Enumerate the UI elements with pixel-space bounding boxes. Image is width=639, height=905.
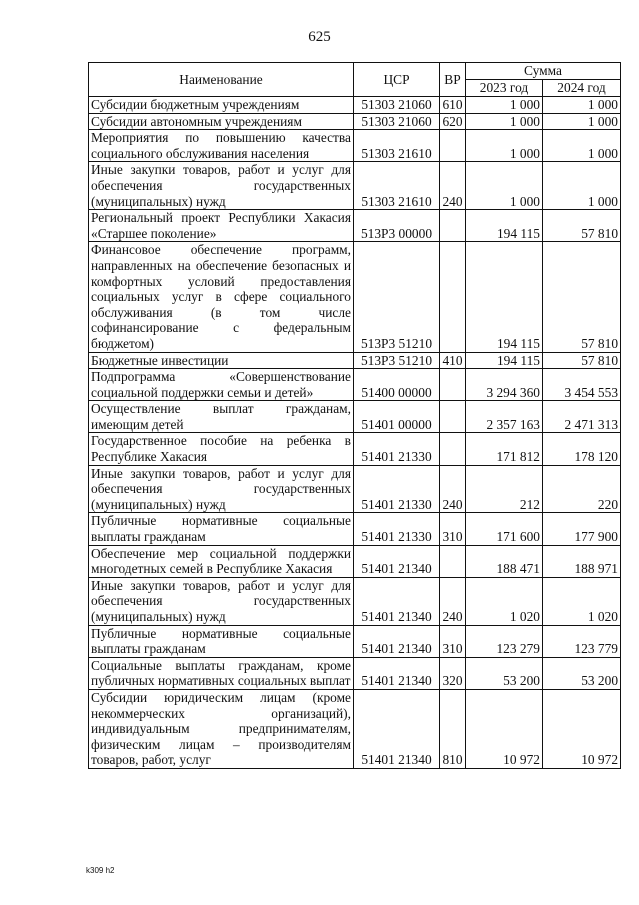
table-row [89, 513, 621, 545]
row-name: Иные закупки товаров, работ и услуг для обеспечения государственных (муниципальных) нужд [89, 465, 354, 513]
row-vr-code: 620 [440, 113, 466, 130]
row-csr-code: 51303 21610 [354, 162, 440, 210]
row-sum-2023: 1 000 [466, 113, 543, 130]
row-vr-code: 410 [440, 352, 466, 369]
row-sum-2024: 1 000 [543, 113, 621, 130]
row-name: Мероприятия по повышению качества социального обслуживания населения [89, 130, 354, 162]
table-row [89, 433, 621, 465]
row-sum-2023: 188 471 [466, 545, 543, 577]
row-csr-code: 51401 21340 [354, 545, 440, 577]
row-vr-code [440, 210, 466, 242]
row-sum-2024: 57 810 [543, 242, 621, 352]
row-name: Осуществление выплат гражданам, имеющим детей [89, 401, 354, 433]
page-number: 625 [308, 29, 331, 45]
row-name: Обеспечение мер социальной поддержки многодетных семей в Республике Хакасия [89, 545, 354, 577]
row-csr-code: 51400 00000 [354, 369, 440, 401]
row-sum-2023: 1 020 [466, 577, 543, 625]
row-csr-code: 513P3 00000 [354, 210, 440, 242]
table-row [89, 689, 621, 768]
row-sum-2024: 220 [543, 465, 621, 513]
row-sum-2023: 194 115 [466, 210, 543, 242]
row-vr-code [440, 369, 466, 401]
row-sum-2023: 1 000 [466, 130, 543, 162]
header-year-2024: 2024 год [543, 80, 621, 97]
row-sum-2024: 1 020 [543, 577, 621, 625]
table-row [89, 369, 621, 401]
row-vr-code: 240 [440, 465, 466, 513]
row-sum-2024: 57 810 [543, 210, 621, 242]
row-csr-code: 51303 21060 [354, 97, 440, 114]
row-name: Иные закупки товаров, работ и услуг для обеспечения государственных (муниципальных) нужд [89, 577, 354, 625]
row-csr-code: 51303 21060 [354, 113, 440, 130]
table-row [89, 465, 621, 513]
row-name: Подпрограмма «Совершенствование социальной поддержки семьи и детей» [89, 369, 354, 401]
row-sum-2023: 53 200 [466, 657, 543, 689]
row-vr-code: 320 [440, 657, 466, 689]
row-sum-2024: 188 971 [543, 545, 621, 577]
table-row [89, 401, 621, 433]
row-sum-2023: 212 [466, 465, 543, 513]
row-name: Публичные нормативные социальные выплаты гражданам [89, 625, 354, 657]
header-name: Наименование [89, 63, 354, 97]
row-sum-2023: 123 279 [466, 625, 543, 657]
row-csr-code: 51303 21610 [354, 130, 440, 162]
table-row [89, 242, 621, 352]
table-row [89, 113, 621, 130]
row-vr-code: 240 [440, 162, 466, 210]
row-vr-code [440, 242, 466, 352]
row-name: Региональный проект Республики Хакасия «Старшее поколение» [89, 210, 354, 242]
row-sum-2024: 2 471 313 [543, 401, 621, 433]
row-name: Субсидии автономным учреждениям [89, 113, 354, 130]
row-name: Государственное пособие на ребенка в Республике Хакасия [89, 433, 354, 465]
row-csr-code: 51401 00000 [354, 401, 440, 433]
table-row [89, 545, 621, 577]
row-name: Бюджетные инвестиции [89, 352, 354, 369]
row-sum-2024: 1 000 [543, 97, 621, 114]
row-sum-2024: 57 810 [543, 352, 621, 369]
row-name: Финансовое обеспечение программ, направленных на обеспечение безопасных и комфортных условий предоставления социальных услуг в сфере социального обслуживания (в том числе софинансирование с федеральным бюджетом) [89, 242, 354, 352]
row-sum-2023: 2 357 163 [466, 401, 543, 433]
budget-table [88, 62, 621, 769]
row-sum-2023: 194 115 [466, 352, 543, 369]
table-row [89, 352, 621, 369]
row-sum-2023: 194 115 [466, 242, 543, 352]
row-csr-code: 51401 21340 [354, 657, 440, 689]
table-row [89, 657, 621, 689]
table-header [89, 63, 621, 97]
row-vr-code: 310 [440, 513, 466, 545]
header-vr: ВР [440, 63, 466, 97]
row-vr-code [440, 130, 466, 162]
table-body [89, 97, 621, 769]
row-csr-code: 51401 21340 [354, 625, 440, 657]
row-sum-2024: 3 454 553 [543, 369, 621, 401]
row-name: Субсидии юридическим лицам (кроме некоммерческих организаций), индивидуальным предпринимателям, физическим лицам – производителям товаров, работ, услуг [89, 689, 354, 768]
row-sum-2024: 177 900 [543, 513, 621, 545]
row-sum-2023: 1 000 [466, 162, 543, 210]
table-row [89, 577, 621, 625]
row-vr-code: 810 [440, 689, 466, 768]
table-row [89, 210, 621, 242]
row-csr-code: 513P3 51210 [354, 242, 440, 352]
row-sum-2023: 171 600 [466, 513, 543, 545]
row-sum-2023: 1 000 [466, 97, 543, 114]
row-sum-2023: 10 972 [466, 689, 543, 768]
row-sum-2023: 3 294 360 [466, 369, 543, 401]
table-row [89, 97, 621, 114]
row-vr-code [440, 433, 466, 465]
row-sum-2024: 53 200 [543, 657, 621, 689]
row-sum-2024: 1 000 [543, 130, 621, 162]
header-csr: ЦСР [354, 63, 440, 97]
row-sum-2024: 178 120 [543, 433, 621, 465]
row-csr-code: 51401 21330 [354, 465, 440, 513]
row-name: Социальные выплаты гражданам, кроме публичных нормативных социальных выплат [89, 657, 354, 689]
row-name: Иные закупки товаров, работ и услуг для обеспечения государственных (муниципальных) нужд [89, 162, 354, 210]
row-vr-code: 310 [440, 625, 466, 657]
table-row [89, 162, 621, 210]
footer-code: k309 h2 [86, 866, 115, 875]
header-year-2023: 2023 год [466, 80, 543, 97]
row-sum-2024: 123 779 [543, 625, 621, 657]
table-row [89, 625, 621, 657]
row-csr-code: 51401 21340 [354, 689, 440, 768]
row-sum-2024: 1 000 [543, 162, 621, 210]
row-csr-code: 513P3 51210 [354, 352, 440, 369]
row-csr-code: 51401 21330 [354, 433, 440, 465]
row-name: Субсидии бюджетным учреждениям [89, 97, 354, 114]
row-vr-code: 610 [440, 97, 466, 114]
row-sum-2024: 10 972 [543, 689, 621, 768]
table-row [89, 130, 621, 162]
row-vr-code: 240 [440, 577, 466, 625]
row-name: Публичные нормативные социальные выплаты гражданам [89, 513, 354, 545]
header-sum: Сумма [466, 63, 621, 80]
row-sum-2023: 171 812 [466, 433, 543, 465]
row-vr-code [440, 401, 466, 433]
row-csr-code: 51401 21330 [354, 513, 440, 545]
row-csr-code: 51401 21340 [354, 577, 440, 625]
row-vr-code [440, 545, 466, 577]
